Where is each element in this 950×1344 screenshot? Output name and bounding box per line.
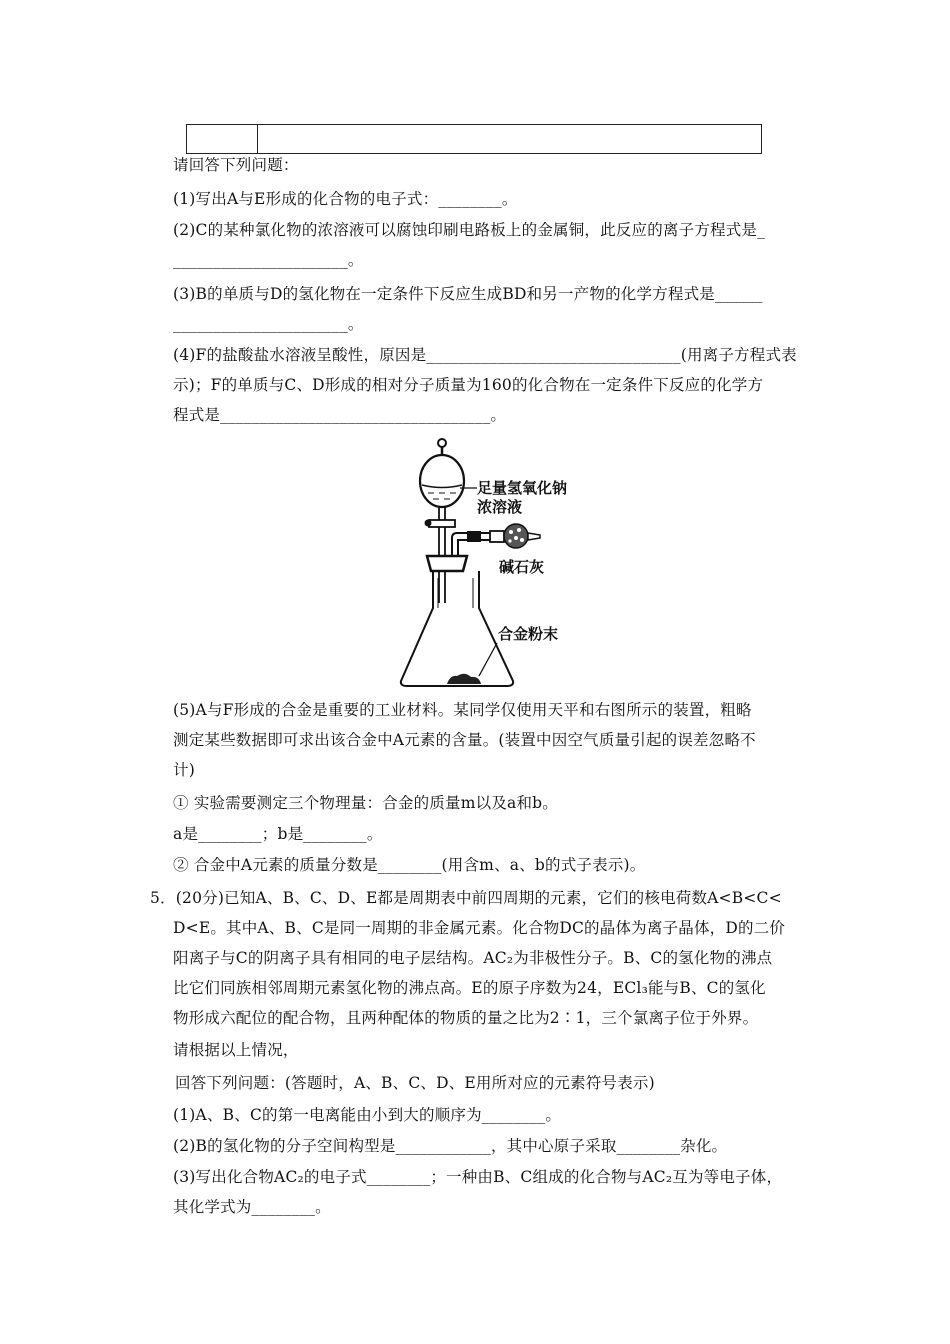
text-line: 阳离子与C的阴离子具有相同的电子层结构。AC₂为非极性分子。B、C的氢化物的沸点 bbox=[173, 949, 773, 967]
text-line: (1)写出A与E形成的化合物的电子式：________。 bbox=[173, 190, 518, 208]
label-naoh-line2: 浓溶液 bbox=[477, 498, 523, 516]
alloy-powder bbox=[447, 674, 481, 684]
rubber-stopper bbox=[427, 556, 467, 571]
text-line: 请根据以上情况， bbox=[173, 1041, 299, 1059]
text-line: 程式是__________________________________。 bbox=[173, 406, 507, 424]
text-line: (2)C的某种氯化物的浓溶液可以腐蚀印刷电路板上的金属铜，此反应的离子方程式是_ bbox=[173, 221, 766, 239]
table-remnant bbox=[186, 124, 762, 154]
funnel-bulb bbox=[420, 455, 464, 507]
text-line: (4)F的盐酸盐水溶液呈酸性，原因是________________________________(用离子方程式表 bbox=[173, 346, 797, 364]
text-line: ② 合金中A元素的质量分数是________(用含m、a、b的式子表示)。 bbox=[173, 856, 646, 874]
text-line: a是________；b是________。 bbox=[173, 825, 383, 843]
text-line: 物形成六配位的配合物，且两种配体的物质的量之比为2∶1，三个氯离子位于外界。 bbox=[173, 1009, 759, 1027]
text-line: ① 实验需要测定三个物理量：合金的质量m以及a和b。 bbox=[173, 794, 558, 812]
text-line: 请回答下列问题： bbox=[173, 156, 299, 174]
text-line: 比它们同族相邻周期元素氢化物的沸点高。E的原子序数为24，ECl₃能与B、C的氢化 bbox=[173, 979, 766, 997]
text-line: 回答下列问题：(答题时，A、B、C、D、E用所对应的元素符号表示) bbox=[175, 1074, 655, 1092]
stopcock-icon bbox=[429, 520, 455, 527]
funnel-stopper-icon bbox=[438, 439, 446, 447]
text-line: ______________________。 bbox=[173, 315, 364, 333]
text-line: (3)B的单质与D的氢化物在一定条件下反应生成BD和另一产物的化学方程式是______ bbox=[173, 285, 763, 303]
text-line: (2)B的氢化物的分子空间构型是____________，其中心原子采取________杂化。 bbox=[173, 1137, 728, 1155]
text-line: (1)A、B、C的第一电离能由小到大的顺序为________。 bbox=[173, 1106, 562, 1124]
text-line: 其化学式为________。 bbox=[173, 1198, 331, 1216]
label-alloy-powder: 合金粉末 bbox=[498, 625, 559, 643]
text-line: 示)；F的单质与C、D形成的相对分子质量为160的化合物在一定条件下反应的化学方 bbox=[173, 376, 764, 394]
apparatus-diagram bbox=[395, 438, 595, 688]
label-soda-lime: 碱石灰 bbox=[499, 558, 545, 576]
conical-flask bbox=[401, 571, 513, 686]
text-line: D<E。其中A、B、C是同一周期的非金属元素。化合物DC的晶体为离子晶体，D的二价 bbox=[173, 919, 786, 937]
text-line: (5)A与F形成的合金是重要的工业材料。某同学仅使用天平和右图所示的装置，粗略 bbox=[173, 701, 752, 719]
text-line: 5．(20分)已知A、B、C、D、E都是周期表中前四周期的元素，它们的核电荷数A<B<C< bbox=[150, 889, 782, 907]
label-naoh-line1: 足量氢氧化钠 bbox=[477, 479, 568, 497]
text-line: (3)写出化合物AC₂的电子式________；一种由B、C组成的化合物与AC₂互为等电子体， bbox=[173, 1168, 783, 1186]
apparatus-figure bbox=[395, 438, 595, 688]
text-line: 计) bbox=[173, 761, 195, 779]
table-cell-divider bbox=[257, 125, 258, 153]
text-line: 测定某些数据即可求出该合金中A元素的含量。(装置中因空气质量引起的误差忽略不 bbox=[173, 731, 756, 749]
text-line: ______________________。 bbox=[173, 251, 364, 269]
